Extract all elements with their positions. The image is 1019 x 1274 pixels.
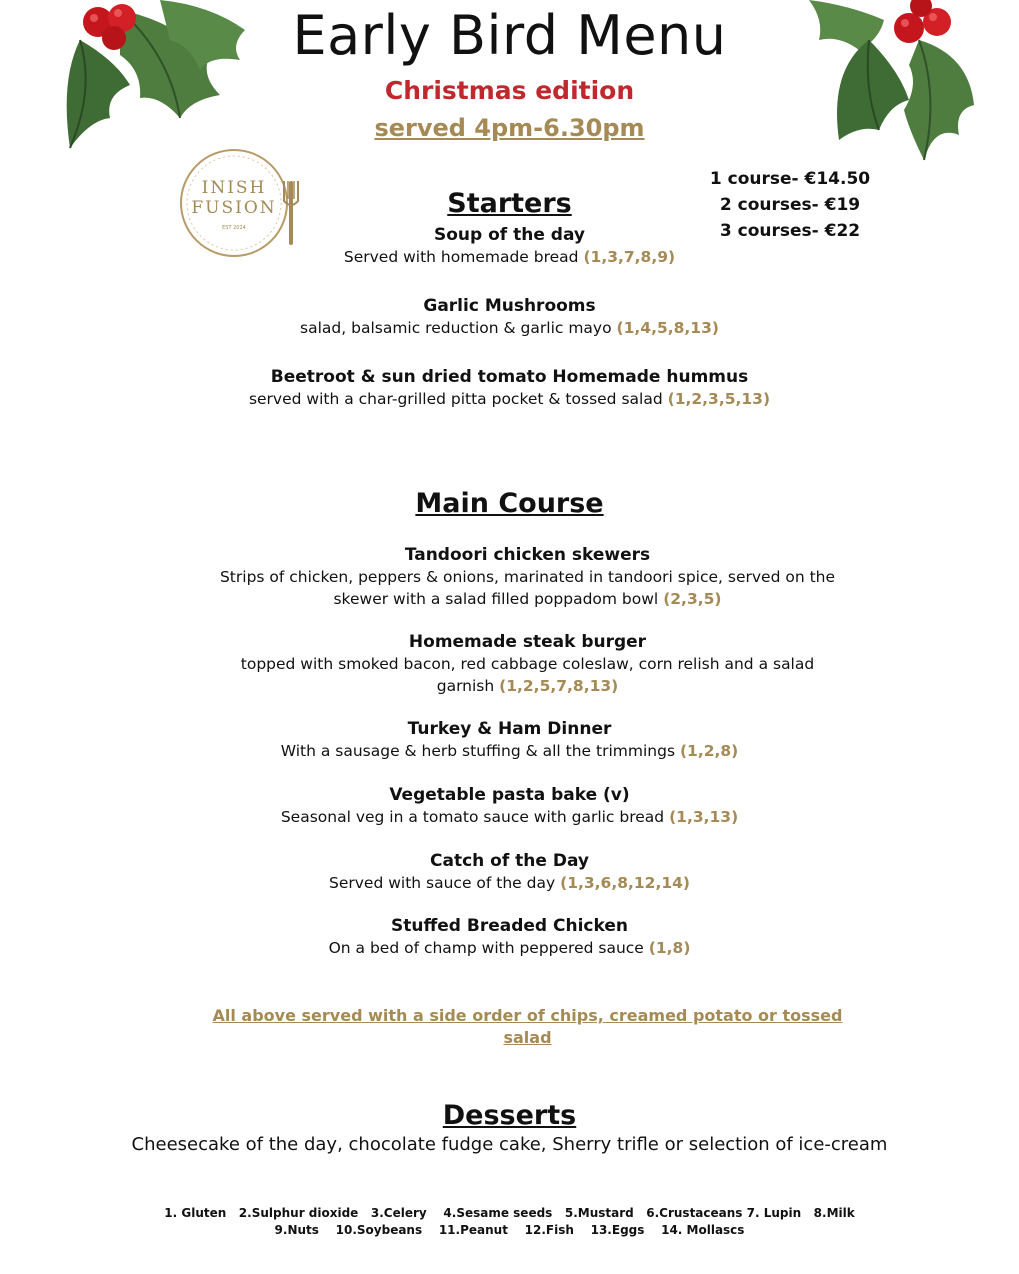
- dish-name: Catch of the Day: [430, 851, 589, 871]
- serving-hours: served 4pm-6.30pm: [374, 114, 645, 142]
- starter-item: [0, 366, 1019, 410]
- dish-description: topped with smoked bacon, red cabbage coleslaw, corn relish and a salad garnish (1,2,5,7,8,13): [240, 655, 815, 695]
- dish-allergens: (1,3,7,8,9): [583, 248, 676, 266]
- desserts-list: Cheesecake of the day, chocolate fudge cake, Sherry trifle or selection of ice-cream: [131, 1134, 888, 1155]
- starter-item: [0, 295, 1019, 339]
- dish-name: Beetroot & sun dried tomato Homemade hummus: [270, 367, 749, 387]
- dish-name: Vegetable pasta bake (v): [389, 785, 630, 805]
- logo-line2: FUSION: [191, 198, 277, 218]
- side-order-note: All above served with a side order of chips, creamed potato or tossed salad: [212, 1006, 843, 1047]
- dish-allergens: (1,2,3,5,13): [667, 390, 771, 408]
- dish-name: Soup of the day: [434, 225, 585, 245]
- dish-description: With a sausage & herb stuffing & all the trimmings (1,2,8): [280, 742, 739, 760]
- main-item: [0, 718, 1019, 762]
- starters-heading: Starters: [447, 188, 572, 219]
- menu-title: Early Bird Menu: [292, 4, 727, 67]
- price-2-courses: 2 courses- €19: [719, 195, 861, 215]
- desserts-heading: Desserts: [442, 1100, 577, 1131]
- starter-item: [0, 224, 1019, 268]
- price-3-courses: 3 courses- €22: [719, 221, 861, 241]
- menu-subtitle: Christmas edition: [384, 76, 635, 105]
- price-1-course: 1 course- €14.50: [709, 169, 871, 189]
- main-item: [220, 631, 835, 697]
- dish-allergens: (2,3,5): [663, 590, 722, 608]
- dish-name: Stuffed Breaded Chicken: [391, 916, 628, 936]
- dish-allergens: (1,3,6,8,12,14): [560, 874, 690, 892]
- main-item: [200, 544, 855, 610]
- main-item: [0, 850, 1019, 894]
- dish-allergens: (1,2,5,7,8,13): [499, 677, 619, 695]
- dish-description: Strips of chicken, peppers & onions, marinated in tandoori spice, served on the skewer with a salad filled poppadom bowl (2,3,5): [219, 568, 836, 608]
- main-item: [0, 915, 1019, 959]
- dish-description: salad, balsamic reduction & garlic mayo (1,4,5,8,13): [300, 319, 719, 337]
- allergen-legend: [0, 1205, 1019, 1239]
- dish-description: Served with homemade bread (1,3,7,8,9): [343, 248, 676, 266]
- dish-name: Tandoori chicken skewers: [404, 545, 651, 565]
- dish-name: Turkey & Ham Dinner: [407, 719, 612, 739]
- dish-allergens: (1,3,13): [669, 808, 739, 826]
- dish-name: Homemade steak burger: [408, 632, 647, 652]
- dish-name: Garlic Mushrooms: [423, 296, 596, 316]
- logo-line1: INISH: [201, 178, 267, 198]
- dish-allergens: (1,4,5,8,13): [616, 319, 719, 337]
- main-course-heading: Main Course: [415, 488, 604, 519]
- dish-description: On a bed of champ with peppered sauce (1,8): [328, 939, 691, 957]
- main-item: [0, 784, 1019, 828]
- dish-description: Served with sauce of the day (1,3,6,8,12,14): [329, 874, 690, 892]
- allergen-legend-line2: 9.Nuts 10.Soybeans 11.Peanut 12.Fish 13.Eggs 14. Mollascs: [274, 1223, 745, 1237]
- dish-description: Seasonal veg in a tomato sauce with garlic bread (1,3,13): [280, 808, 739, 826]
- dish-description: served with a char-grilled pitta pocket & tossed salad (1,2,3,5,13): [248, 390, 771, 408]
- dish-allergens: (1,2,8): [679, 742, 739, 760]
- logo-est: EST 2024: [222, 225, 246, 231]
- allergen-legend-line1: 1. Gluten 2.Sulphur dioxide 3.Celery 4.Sesame seeds 5.Mustard 6.Crustaceans 7. Lupin 8.Milk: [164, 1206, 855, 1220]
- dish-allergens: (1,8): [648, 939, 691, 957]
